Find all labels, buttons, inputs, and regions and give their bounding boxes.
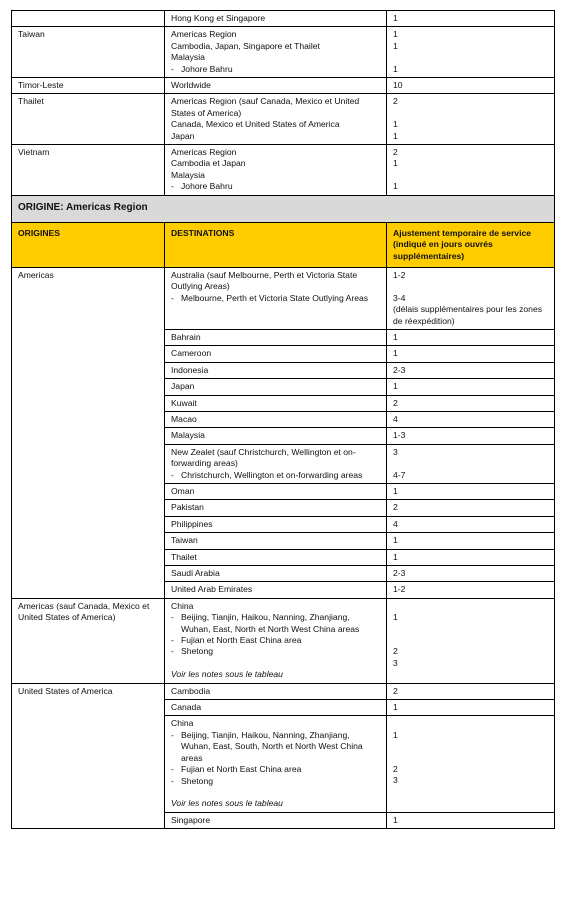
header-origins: ORIGINES: [12, 222, 165, 267]
origin-cell: United States of America: [12, 683, 165, 828]
table-row: [12, 27, 555, 78]
adjustment-cell: [387, 598, 555, 683]
destination-line: Macao: [171, 413, 197, 424]
destination-subitem: Melbourne, Perth et Victoria State Outlying Areas: [181, 292, 369, 303]
destination-line: Malaysia: [171, 169, 205, 180]
adjustment-value: 1: [393, 181, 398, 192]
destination-line: Americas Region: [171, 147, 237, 158]
table-row: [12, 267, 555, 329]
adjustment-value: [393, 624, 548, 635]
destination-line: Americas Region (sauf Canada, Mexico et United States of America): [171, 96, 360, 118]
destination-line: China: [171, 600, 194, 611]
header-adjustment: Ajustement temporaire de service (indiqué en jours ouvrés supplémentaires): [387, 222, 555, 267]
destination-line: Hong Kong et Singapore: [171, 13, 266, 23]
destination-line: New Zealet (sauf Christchurch, Wellington et on-forwarding areas): [171, 446, 356, 469]
adjustment-cell: [387, 444, 555, 483]
destination-line: Canada, Mexico et United States of America: [171, 119, 340, 130]
adjustment-cell: [387, 700, 555, 716]
adjustment-value: 1-2: [393, 584, 406, 595]
adjustment-value: [393, 108, 548, 119]
adjustment-value: 1: [393, 814, 398, 825]
adjustment-value: [393, 753, 548, 764]
adjustment-value: 1: [393, 551, 398, 562]
adjustment-value: [393, 601, 548, 612]
adjustment-cell: [387, 812, 555, 828]
adjustment-value: (délais supplémentaires pour les zones de réexpédition): [393, 304, 543, 326]
table-row: [12, 78, 555, 94]
adjustment-value: 4: [393, 413, 398, 424]
destination-cell: [165, 329, 387, 345]
adjustment-cell: [387, 78, 555, 94]
adjustment-value: 2: [393, 685, 398, 696]
destination-line: [171, 635, 380, 646]
adjustment-cell: [387, 582, 555, 598]
table-row: [12, 11, 555, 27]
table-note: Voir les notes sous le tableau: [171, 669, 283, 680]
destination-line: [171, 470, 380, 481]
destination-line: [171, 181, 380, 192]
destination-line: Kuwait: [171, 397, 197, 408]
adjustment-value: 4: [393, 518, 398, 529]
adjustment-value: [393, 170, 548, 181]
destination-line: [171, 787, 380, 798]
destination-line: Thailet: [171, 551, 197, 562]
table-row: [12, 94, 555, 145]
destination-line: Canada: [171, 702, 202, 713]
destination-line: [171, 293, 380, 304]
destination-line: Cameroon: [171, 348, 212, 359]
adjustment-value: [393, 458, 548, 469]
destination-subitem: Fujian et North East China area: [181, 635, 302, 646]
destination-line: Americas Region: [171, 29, 237, 40]
bullet-dash: -: [171, 292, 174, 303]
destination-cell: [165, 444, 387, 483]
adjustment-value: 2: [393, 646, 398, 657]
bullet-dash: -: [171, 729, 174, 740]
table-body: [12, 11, 555, 829]
destination-cell: [165, 11, 387, 27]
destination-cell: [165, 27, 387, 78]
adjustment-value: 2: [393, 764, 398, 775]
section-title: ORIGINE: Americas Region: [12, 195, 555, 222]
adjustment-cell: [387, 716, 555, 812]
destination-line: [171, 612, 380, 635]
destination-cell: [165, 598, 387, 683]
destination-line: Japan: [171, 130, 195, 141]
adjustment-value: 1: [393, 702, 398, 713]
destination-cell: [165, 395, 387, 411]
bullet-dash: -: [171, 646, 174, 657]
destination-line: [171, 658, 380, 669]
adjustment-value: 1: [393, 40, 398, 51]
table-row: [12, 683, 555, 699]
column-header-row: [12, 222, 555, 267]
destination-subitem: Fujian et North East China area: [181, 764, 302, 775]
bullet-dash: -: [171, 635, 174, 646]
destination-line: [171, 764, 380, 775]
destination-line: Cambodia, Japan, Singapore et Thailet: [171, 40, 320, 51]
adjustment-cell: [387, 267, 555, 329]
adjustment-value: [393, 52, 548, 63]
destination-line: United Arab Emirates: [171, 584, 253, 595]
adjustment-value: 1: [393, 130, 398, 141]
destination-subitem: Johore Bahru: [181, 63, 233, 74]
adjustment-cell: [387, 516, 555, 532]
adjustment-cell: [387, 683, 555, 699]
destination-subitem: Beijing, Tianjin, Haikou, Nanning, Zhanjiang, Wuhan, East, South, North et North West China areas: [181, 729, 363, 763]
destination-subitem: Shetong: [181, 775, 214, 786]
destination-line: [171, 730, 380, 764]
adjustment-value: 1: [393, 331, 398, 342]
adjustment-value: 1-3: [393, 430, 406, 441]
destination-cell: [165, 428, 387, 444]
adjustment-value: [393, 281, 548, 292]
adjustment-value: 1: [393, 535, 398, 546]
section-header-row: [12, 195, 555, 222]
destination-line: Singapore: [171, 814, 211, 825]
adjustment-value: 3: [393, 446, 398, 457]
destination-line: Australia (sauf Melbourne, Perth et Victoria State Outlying Areas): [171, 269, 358, 292]
adjustment-value: 2-3: [393, 364, 406, 375]
adjustment-cell: [387, 94, 555, 145]
bullet-dash: -: [171, 181, 174, 192]
destination-subitem: Beijing, Tianjin, Haikou, Nanning, Zhanjiang, Wuhan, East, North et North West China areas: [181, 612, 360, 634]
destination-line: China: [171, 718, 194, 729]
adjustment-value: 10: [393, 80, 403, 91]
destination-line: Indonesia: [171, 364, 209, 375]
adjustment-value: [393, 718, 548, 729]
adjustment-value: 4-7: [393, 469, 406, 480]
origin-cell: [12, 11, 165, 27]
destination-line: Bahrain: [171, 331, 201, 342]
adjustment-cell: [387, 428, 555, 444]
bullet-dash: -: [171, 469, 174, 480]
destination-subitem: Christchurch, Wellington et on-forwarding areas: [181, 469, 363, 480]
header-destinations: DESTINATIONS: [165, 222, 387, 267]
adjustment-cell: [387, 483, 555, 499]
table-row: [12, 598, 555, 683]
adjustment-cell: [387, 27, 555, 78]
adjustment-value: 2-3: [393, 568, 406, 579]
bullet-dash: -: [171, 63, 174, 74]
destination-cell: [165, 483, 387, 499]
table-row: [12, 145, 555, 196]
adjustment-value: 1: [393, 63, 398, 74]
destination-cell: [165, 78, 387, 94]
adjustment-cell: [387, 566, 555, 582]
destination-cell: [165, 566, 387, 582]
adjustment-value: 3: [393, 775, 398, 786]
service-adjustment-table: [11, 10, 555, 829]
destination-cell: [165, 683, 387, 699]
destination-line: Pakistan: [171, 502, 204, 513]
destination-line: Philippines: [171, 518, 213, 529]
destination-cell: [165, 533, 387, 549]
bullet-dash: -: [171, 612, 174, 623]
destination-cell: [165, 267, 387, 329]
destination-cell: [165, 582, 387, 598]
destination-cell: [165, 700, 387, 716]
destination-subitem: Johore Bahru: [181, 181, 233, 192]
destination-cell: [165, 346, 387, 362]
origin-cell: Americas: [12, 267, 165, 598]
adjustment-cell: [387, 533, 555, 549]
adjustment-value: [393, 741, 548, 752]
origin-cell: Thailet: [12, 94, 165, 145]
adjustment-cell: [387, 362, 555, 378]
destination-line: Malaysia: [171, 430, 205, 441]
adjustment-cell: [387, 145, 555, 196]
destination-cell: [165, 500, 387, 516]
bullet-dash: -: [171, 775, 174, 786]
adjustment-value: 1: [393, 348, 398, 359]
destination-line: Worldwide: [171, 80, 211, 91]
origin-cell: Vietnam: [12, 145, 165, 196]
destination-line: Japan: [171, 381, 195, 392]
destination-cell: [165, 716, 387, 812]
adjustment-value: 3: [393, 657, 398, 668]
adjustment-value: 1: [393, 119, 398, 130]
destination-line: Malaysia: [171, 52, 205, 63]
destination-line: [171, 646, 380, 657]
destination-cell: [165, 145, 387, 196]
destination-cell: [165, 94, 387, 145]
adjustment-cell: [387, 411, 555, 427]
adjustment-value: 1: [393, 612, 398, 623]
adjustment-value: 1: [393, 485, 398, 496]
destination-cell: [165, 362, 387, 378]
adjustment-cell: [387, 549, 555, 565]
adjustment-value: 2: [393, 96, 398, 107]
destination-line: Cambodia: [171, 685, 211, 696]
origin-cell: Timor-Leste: [12, 78, 165, 94]
bullet-dash: -: [171, 764, 174, 775]
adjustment-value: 2: [393, 397, 398, 408]
adjustment-value: 1: [393, 13, 398, 23]
destination-cell: [165, 411, 387, 427]
adjustment-value: 1: [393, 158, 398, 169]
adjustment-value: 2: [393, 147, 398, 158]
adjustment-value: 1-2: [393, 269, 406, 280]
adjustment-value: [393, 635, 548, 646]
origin-cell: Americas (sauf Canada, Mexico et United States of America): [12, 598, 165, 683]
adjustment-cell: [387, 329, 555, 345]
adjustment-value: 1: [393, 729, 398, 740]
destination-line: Taiwan: [171, 535, 198, 546]
destination-line: Cambodia et Japan: [171, 158, 246, 169]
origin-cell: Taiwan: [12, 27, 165, 78]
adjustment-value: 1: [393, 381, 398, 392]
adjustment-cell: [387, 379, 555, 395]
destination-cell: [165, 549, 387, 565]
destination-subitem: Shetong: [181, 646, 214, 657]
destination-line: Oman: [171, 485, 195, 496]
adjustment-cell: [387, 500, 555, 516]
adjustment-cell: [387, 346, 555, 362]
destination-line: Saudi Arabia: [171, 568, 220, 579]
destination-cell: [165, 516, 387, 532]
destination-line: [171, 64, 380, 75]
adjustment-value: 3-4: [393, 292, 406, 303]
destination-line: [171, 776, 380, 787]
adjustment-cell: [387, 395, 555, 411]
adjustment-value: 2: [393, 502, 398, 513]
adjustment-cell: [387, 11, 555, 27]
destination-cell: [165, 379, 387, 395]
adjustment-value: 1: [393, 29, 398, 40]
destination-cell: [165, 812, 387, 828]
table-note: Voir les notes sous le tableau: [171, 798, 283, 809]
